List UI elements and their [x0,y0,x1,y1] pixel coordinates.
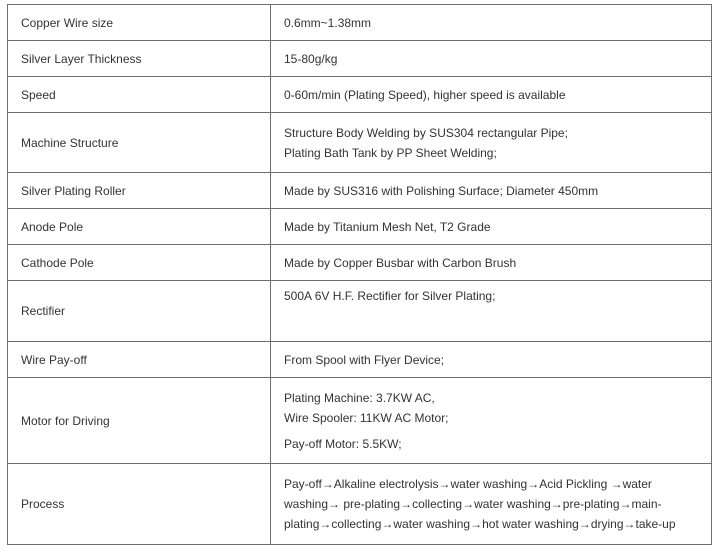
spec-label: Cathode Pole [8,245,271,281]
table-row [8,77,712,113]
spec-label: Speed [8,77,271,113]
spec-value [271,342,712,378]
spec-value-line: Wire Spooler: 11KW AC Motor; [284,410,449,425]
spec-value [271,464,712,545]
spec-value [271,77,712,113]
spec-value-line: 500A 6V H.F. Rectifier for Silver Plating; [284,289,496,303]
spec-value-line: Made by SUS316 with Polishing Surface; Diameter 450mm [284,183,599,198]
spec-label: Motor for Driving [8,378,271,464]
spec-value-line: From Spool with Flyer Device; [284,352,445,367]
spec-label: Wire Pay-off [8,342,271,378]
spec-label: Silver Plating Roller [8,173,271,209]
spec-value-line: plating→collecting→water washing→hot water washing→drying→take-up [284,517,676,531]
table-row [8,113,712,173]
spec-label: Copper Wire size [8,5,271,41]
table-row [8,378,712,464]
table-row [8,173,712,209]
table-row [8,464,712,545]
spec-value-line: Made by Copper Busbar with Carbon Brush [284,255,517,270]
spec-value [271,113,712,173]
table-row [8,209,712,245]
spec-value-line: 0.6mm~1.38mm [284,15,372,30]
table-row [8,342,712,378]
spec-value [271,245,712,281]
spec-label: Anode Pole [8,209,271,245]
spec-value-line: Pay-off Motor: 5.5KW; [284,436,402,451]
spec-value-line: Structure Body Welding by SUS304 rectangular Pipe; [284,125,568,140]
spec-value-line: Made by Titanium Mesh Net, T2 Grade [284,219,491,234]
table-row [8,41,712,77]
spec-value [271,41,712,77]
spec-label: Process [8,464,271,545]
spec-value-line: Plating Machine: 3.7KW AC, [284,390,435,405]
spec-value [271,378,712,464]
spec-table [7,4,712,545]
spec-label: Machine Structure [8,113,271,173]
spec-value [271,209,712,245]
spec-value-line: Pay-off→Alkaline electrolysis→water washing→Acid Pickling →water [284,477,652,491]
spec-value [271,5,712,41]
table-row [8,281,712,342]
spec-value [271,281,712,342]
spec-value-line: Plating Bath Tank by PP Sheet Welding; [284,145,497,160]
spec-value [271,173,712,209]
spec-value-line: washing→ pre-plating→collecting→water washing→pre-plating→main- [284,497,662,511]
table-row [8,5,712,41]
spec-value-line: 0-60m/min (Plating Speed), higher speed is available [284,87,566,102]
spec-label: Silver Layer Thickness [8,41,271,77]
spec-label: Rectifier [8,281,271,342]
table-row [8,245,712,281]
spec-value-line: 15-80g/kg [284,51,338,66]
